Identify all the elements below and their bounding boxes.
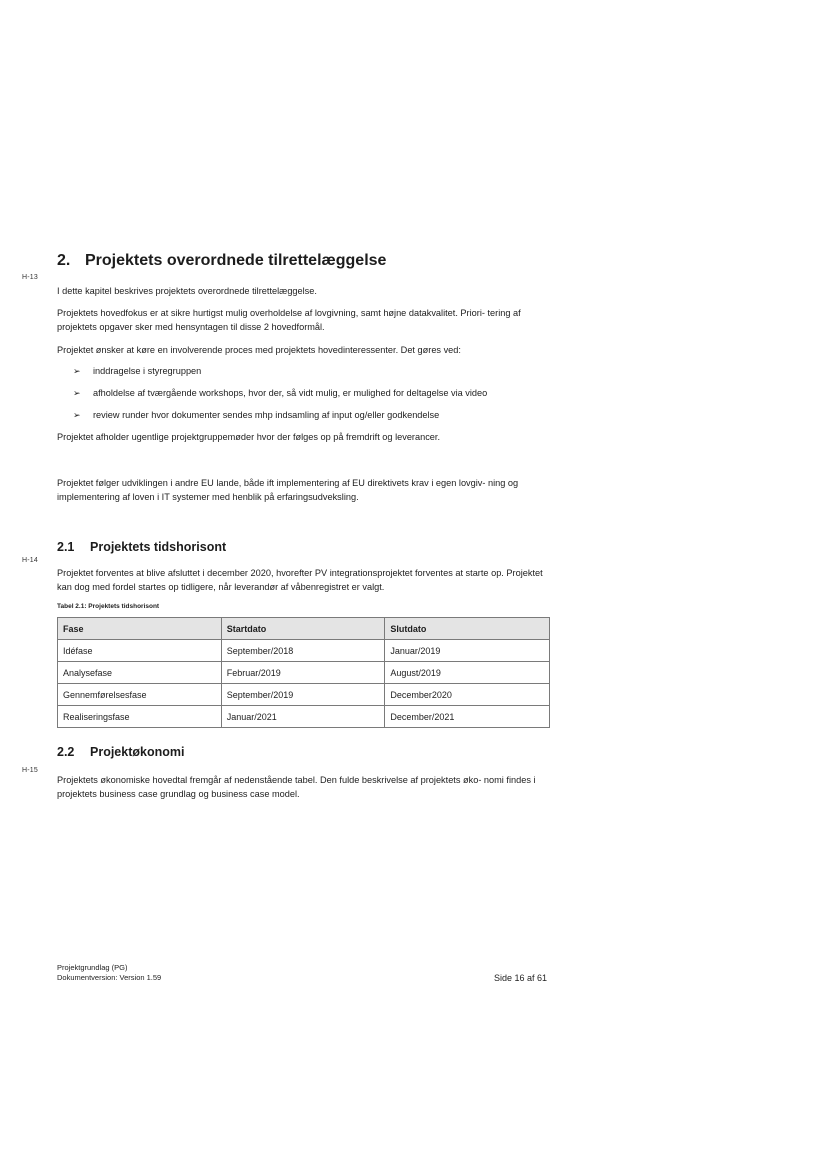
- table-header-row: [58, 618, 550, 640]
- table-cell: September/2018: [221, 640, 385, 662]
- subsection-heading-2-2: 2.2 Projektøkonomi: [57, 745, 185, 759]
- section-title: Projektets overordnede tilrettelæggelse: [85, 252, 387, 269]
- bullet-item: ➢ inddragelse i styregruppen: [73, 366, 202, 376]
- timeline-paragraph: Projektet forventes at blive afsluttet i december 2020, hvorefter PV integrationsprojektet forventes at starte op. Projektet kan dog med fordel startes op tidligere, når leverandør af våbenregistret er valgt.: [57, 568, 543, 592]
- table-row: [58, 706, 550, 728]
- margin-ref-h15: H-15: [22, 767, 38, 774]
- arrow-bullet-icon: ➢: [73, 388, 81, 398]
- table-cell: Januar/2021: [221, 706, 385, 728]
- table-cell: December/2021: [385, 706, 550, 728]
- table-cell: Idéfase: [58, 640, 222, 662]
- table-row: [58, 640, 550, 662]
- table-cell: December2020: [385, 684, 550, 706]
- table-cell: Realiseringsfase: [58, 706, 222, 728]
- column-header: Startdato: [221, 618, 385, 640]
- margin-ref-h13: H-13: [22, 274, 38, 281]
- subsection-heading-2-1: 2.1 Projektets tidshorisont: [57, 540, 227, 554]
- section-number: 2.: [57, 252, 71, 269]
- footer-title: Projektgrundlag (PG): [57, 963, 128, 972]
- process-paragraph: Projektet ønsker at køre en involverende proces med projektets hovedinteressenter. Det gøres ved:: [57, 345, 461, 355]
- timeline-table: [57, 617, 550, 728]
- table-cell: Februar/2019: [221, 662, 385, 684]
- arrow-bullet-icon: ➢: [73, 410, 81, 420]
- economy-paragraph: Projektets økonomiske hovedtal fremgår af nedenstående tabel. Den fulde beskrivelse af projektets øko- nomi findes i projektets business case grundlag og business case model.: [57, 775, 536, 799]
- section-heading: [57, 252, 386, 270]
- meetings-paragraph: Projektet afholder ugentlige projektgruppemøder hvor der følges op på fremdrift og leverancer.: [57, 432, 441, 442]
- table-cell: August/2019: [385, 662, 550, 684]
- page-number: Side 16 af 61: [494, 973, 548, 983]
- margin-ref-h14: H-14: [22, 557, 38, 564]
- table-caption: Tabel 2.1: Projektets tidshorisont: [57, 603, 160, 610]
- footer-version: Dokumentversion: Version 1.59: [57, 973, 162, 982]
- column-header: Fase: [58, 618, 222, 640]
- arrow-bullet-icon: ➢: [73, 366, 81, 376]
- bullet-item: ➢ review runder hvor dokumenter sendes mhp indsamling af input og/eller godkendelse: [73, 410, 440, 420]
- table-cell: Gennemførelsesfase: [58, 684, 222, 706]
- table-cell: Analysefase: [58, 662, 222, 684]
- column-header: Slutdato: [385, 618, 550, 640]
- intro-paragraph: I dette kapitel beskrives projektets overordnede tilrettelæggelse.: [57, 286, 317, 296]
- eu-paragraph: Projektet følger udviklingen i andre EU lande, både ift implementering af EU direktivets krav i egen lovgiv- ning og implementering af loven i IT systemer med henblik på erfaringsudveksling.: [57, 478, 519, 502]
- table-row: [58, 684, 550, 706]
- bullet-item: ➢ afholdelse af tværgående workshops, hvor der, så vidt mulig, er mulighed for deltagelse via video: [73, 388, 488, 398]
- focus-paragraph: Projektets hovedfokus er at sikre hurtigst mulig overholdelse af lovgivning, samt højne datakvalitet. Priori- tering af projektets opgaver sker med hensyntagen til disse 2 hovedformål.: [57, 308, 521, 332]
- table-cell: Januar/2019: [385, 640, 550, 662]
- footer-document-info: [57, 963, 161, 983]
- table-row: [58, 662, 550, 684]
- table-cell: September/2019: [221, 684, 385, 706]
